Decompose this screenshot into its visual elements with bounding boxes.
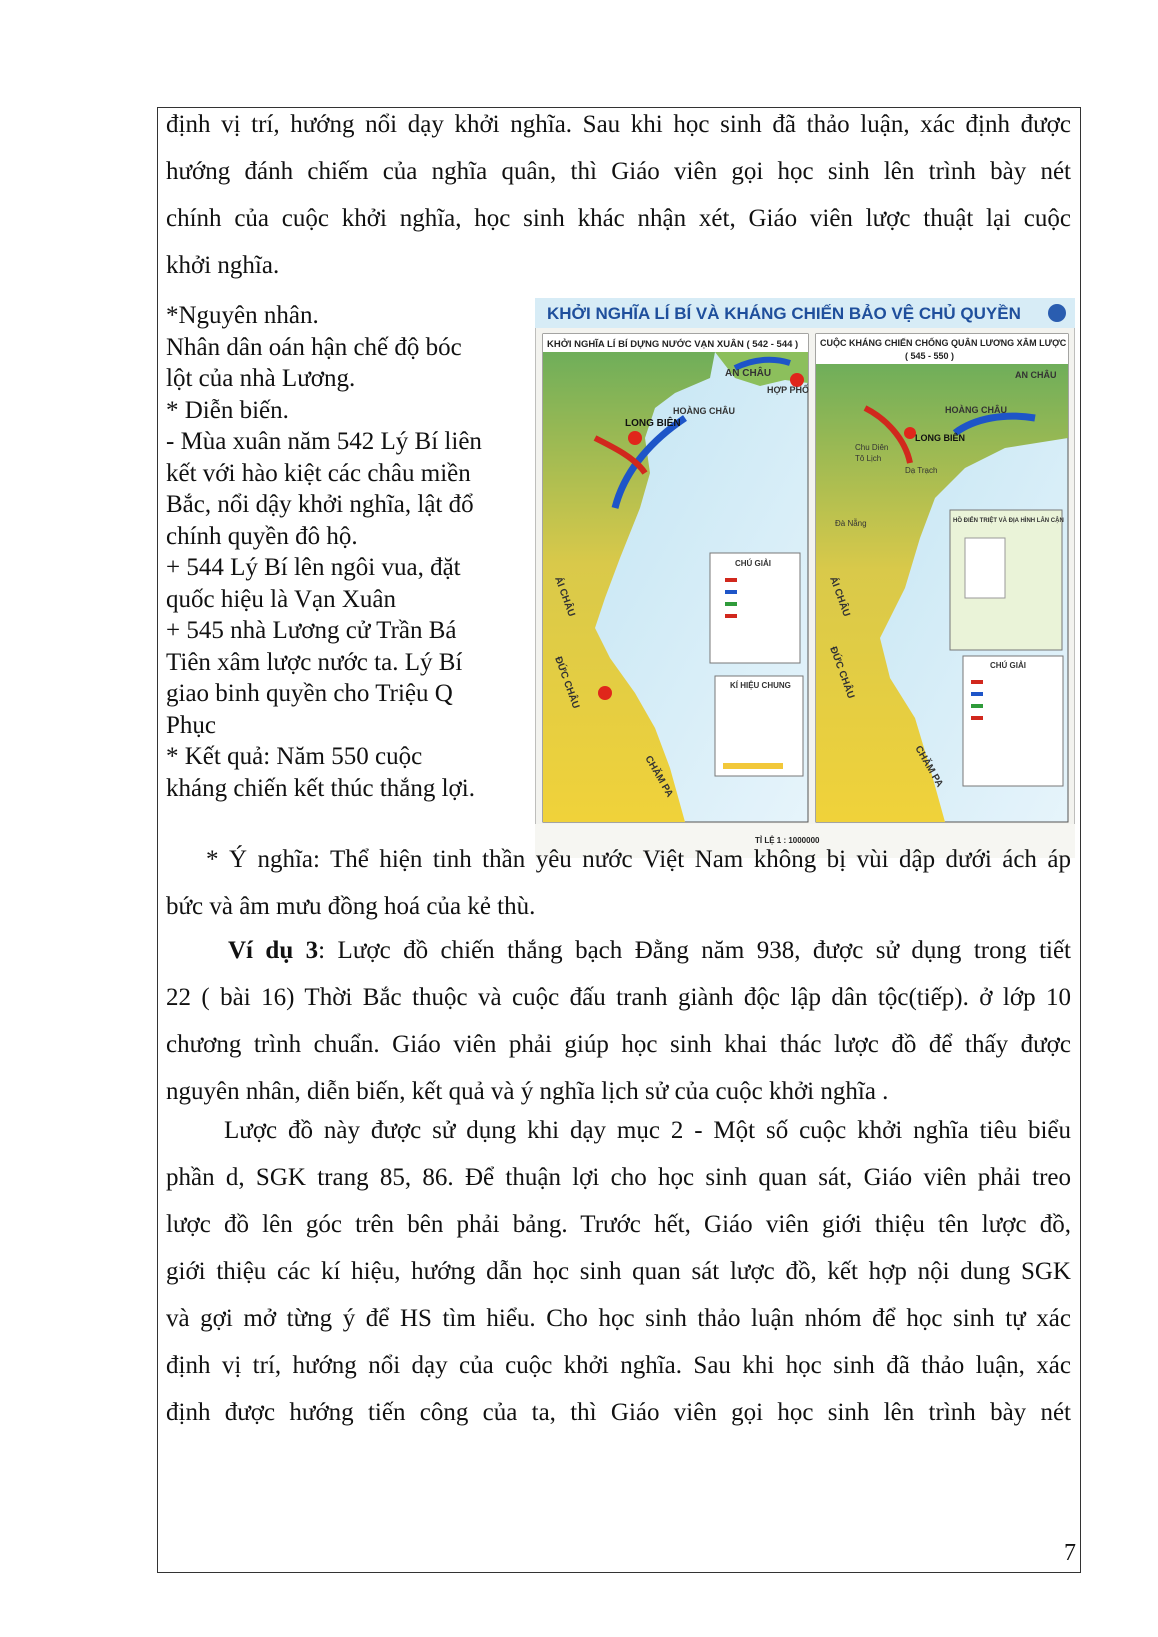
intro-line: định vị trí, hướng nổi dạy khởi nghĩa. Sau khi học sinh đã thảo luận, xác định được xyxy=(166,111,1071,138)
summary-line: Bắc, nổi dậy khởi nghĩa, lật đổ xyxy=(166,491,474,518)
map-right-heading: CUỘC KHÁNG CHIẾN CHỐNG QUÂN LƯƠNG XÂM LƯỢC xyxy=(820,338,1067,348)
summary-line: Phục xyxy=(166,711,216,739)
place-label: LONG BIÊN xyxy=(625,418,681,429)
example3-paragraph xyxy=(166,927,1071,1115)
summary-line: quốc hiệu là Vạn Xuân xyxy=(166,585,397,613)
summary-line: - Mùa xuân năm 542 Lý Bí liên xyxy=(166,428,482,455)
summary-column xyxy=(166,300,526,804)
summary-line: + 545 nhà Lương cử Trần Bá xyxy=(166,617,457,644)
intro-paragraph xyxy=(166,101,1071,289)
example3-line: nguyên nhân, diễn biến, kết quả và ý nghĩa lịch sử của cuộc khởi nghĩa . xyxy=(166,1078,889,1105)
place-label: CHĂM PA xyxy=(912,744,945,790)
historical-map xyxy=(535,298,1075,858)
summary-line: kết với hào kiệt các châu miền xyxy=(166,459,471,487)
example3-line xyxy=(166,927,1071,974)
map-right-years: ( 545 - 550 ) xyxy=(905,351,955,361)
legend-heading: CHÚ GIẢI xyxy=(990,661,1026,670)
summary-line: lột của nhà Lương. xyxy=(166,365,356,392)
place-label: HOÀNG CHÂU xyxy=(673,406,735,416)
summary-line: + 544 Lý Bí lên ngôi vua, đặt xyxy=(166,554,461,581)
page-number: 7 xyxy=(1064,1540,1076,1566)
significance-line: * Ý nghĩa: Thể hiện tinh thần yêu nước Việt Nam không bị vùi dập dưới ách áp xyxy=(206,846,1071,873)
intro-line: khởi nghĩa. xyxy=(166,252,280,279)
place-label: ÁI CHÂU xyxy=(827,575,852,619)
map-scale: TỈ LỆ 1 : 1000000 xyxy=(755,836,820,845)
summary-line: * Diễn biến. xyxy=(166,396,289,424)
place-label: LONG BIÊN xyxy=(915,433,966,443)
summary-line: giao binh quyền cho Triệu Q xyxy=(166,680,453,707)
legend-heading: CHÚ GIẢI xyxy=(735,559,771,568)
inset-heading: HỒ ĐIỂN TRIỆT VÀ ĐỊA HÌNH LÂN CẬN xyxy=(953,518,1064,524)
map-title: KHỞI NGHĨA LÍ BÍ VÀ KHÁNG CHIẾN BẢO VỆ CHỦ QUYỀN xyxy=(547,304,1021,323)
legend-heading: KÍ HIỆU CHUNG xyxy=(730,681,791,690)
example3-line: 22 ( bài 16) Thời Bắc thuộc và cuộc đấu tranh giành độc lập dân tộc(tiếp). ở lớp 10 xyxy=(166,984,1071,1011)
usage-line: định được hướng tiến công của ta, thì Giáo viên gọi học sinh lên trình bày nét xyxy=(166,1399,1071,1426)
place-label: ĐỨC CHÂU xyxy=(827,645,857,701)
usage-paragraph xyxy=(166,1107,1071,1436)
place-label: HỢP PHỐ xyxy=(767,385,810,395)
usage-line: lược đồ lên góc trên bên phải bảng. Trước hết, Giáo viên giới thiệu tên lược đồ, xyxy=(166,1211,1071,1238)
summary-line: Tiên xâm lược nước ta. Lý Bí xyxy=(166,648,463,676)
place-label: AN CHÂU xyxy=(725,368,772,379)
place-label: Chu Diên xyxy=(855,443,889,452)
map-right-panel xyxy=(816,334,1068,822)
usage-line: định vị trí, hướng nổi dạy của cuộc khởi nghĩa. Sau khi học sinh đã thảo luận, xác xyxy=(166,1352,1071,1379)
place-label: ĐỨC CHÂU xyxy=(552,655,582,711)
example3-line1-rest: : Lược đồ chiến thắng bạch Đằng năm 938, được sử dụng trong tiết xyxy=(318,937,1071,964)
map-left-heading: KHỞI NGHĨA LÍ BÍ DỰNG NƯỚC VẠN XUÂN ( 542 - 544 ) xyxy=(547,339,799,350)
usage-line: và gợi mở từng ý để HS tìm hiểu. Cho học sinh thảo luận nhóm để học sinh tự xác xyxy=(166,1305,1071,1332)
summary-line: *Nguyên nhân. xyxy=(166,302,319,329)
usage-line: giới thiệu các kí hiệu, hướng dẫn học sinh quan sát lược đồ, kết hợp nội dung SGK xyxy=(166,1258,1071,1285)
place-label: Đà Nẵng xyxy=(835,519,867,528)
example3-line: chương trình chuẩn. Giáo viên phải giúp học sinh khai thác lược đồ để thấy được xyxy=(166,1031,1071,1058)
place-label: Dạ Trạch xyxy=(905,466,938,475)
summary-line: Nhân dân oán hận chế độ bóc xyxy=(166,333,462,361)
summary-line: * Kết quả: Năm 550 cuộc xyxy=(166,743,423,770)
place-label: Tô Lịch xyxy=(855,454,882,463)
usage-line: Lược đồ này được sử dụng khi dạy mục 2 - Một số cuộc khởi nghĩa tiêu biểu xyxy=(224,1117,1071,1144)
place-label: ÁI CHÂU xyxy=(552,575,577,619)
place-label: CHĂM PA xyxy=(642,754,675,800)
intro-line: hướng đánh chiếm của nghĩa quân, thì Giáo viên gọi học sinh lên trình bày nét xyxy=(166,158,1071,185)
intro-line: chính của cuộc khởi nghĩa, học sinh khác nhận xét, Giáo viên lược thuật lại cuộc xyxy=(166,205,1071,232)
summary-line: chính quyền đô hộ. xyxy=(166,522,358,550)
map-left-panel xyxy=(543,334,809,822)
place-label: AN CHÂU xyxy=(1015,370,1057,380)
summary-line: kháng chiến kết thúc thắng lợi. xyxy=(166,774,475,802)
place-label: HOÀNG CHÂU xyxy=(945,405,1007,415)
significance-line: bức và âm mưu đồng hoá của kẻ thù. xyxy=(166,893,536,920)
example3-label: Ví dụ 3 xyxy=(228,937,319,964)
usage-line: phần d, SGK trang 85, 86. Để thuận lợi cho học sinh quan sát, Giáo viên phải treo xyxy=(166,1164,1071,1191)
significance-paragraph xyxy=(166,836,1071,930)
